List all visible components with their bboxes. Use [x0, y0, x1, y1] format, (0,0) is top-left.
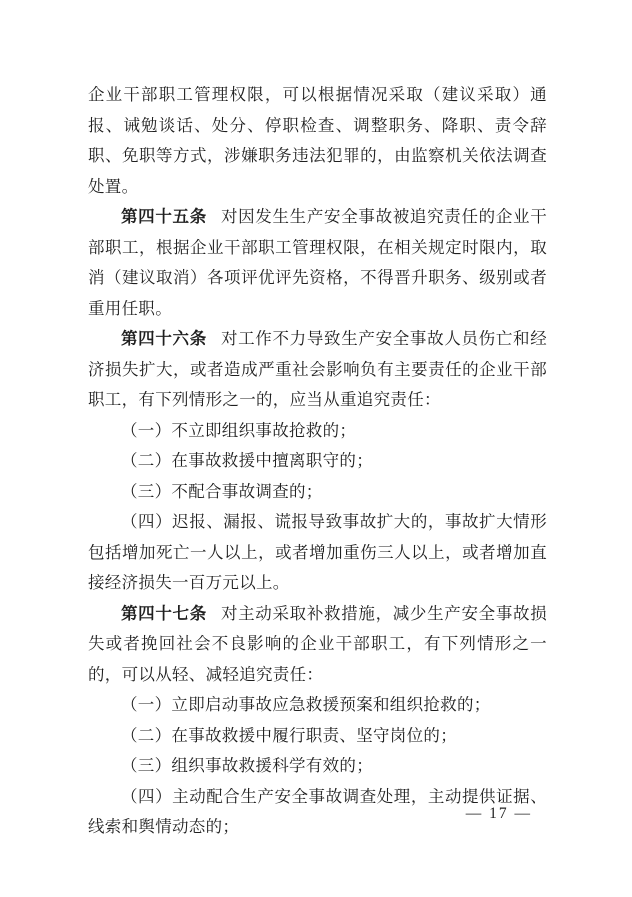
article-46-text: 对工作不力导致生产安全事故人员伤亡和经济损失扩大，或者造成严重社会影响负有主要责任的企业干部职工，有下列情形之一的，应当从重追究责任： [88, 329, 548, 409]
article-47-heading: 第四十七条 [121, 603, 207, 623]
article-45-text: 对因发生生产安全事故被追究责任的企业干部职工，根据企业干部职工管理权限，在相关规定时限内，取消（建议取消）各项评优评先资格，不得晋升职务、级别或者重用任职。 [88, 207, 548, 318]
paragraph-article-46 [88, 324, 547, 416]
paragraph-article-47 [88, 599, 547, 691]
article-46-item-1: （一）不立即组织事故抢救的； [121, 420, 357, 440]
paragraph-article-45 [88, 202, 547, 324]
document-body [88, 80, 547, 843]
article-47-item-4: （四）主动配合生产安全事故调查处理，主动提供证据、线索和舆情动态的； [88, 786, 547, 836]
paragraph-continuation: 企业干部职工管理权限，可以根据情况采取（建议采取）通报、诫勉谈话、处分、停职检查、调整职务、降职、责令辞职、免职等方式，涉嫌职务违法犯罪的，由监察机关依法调查处置。 [88, 85, 547, 196]
article-46-item-2: （二）在事故救援中擅离职守的； [121, 451, 373, 470]
article-46-item-3: （三）不配合事故调查的； [121, 481, 323, 501]
article-46-heading: 第四十六条 [121, 329, 207, 348]
article-46-item-4: （四）迟报、漏报、谎报导致事故扩大的，事故扩大情形包括增加死亡一人以上，或者增加重伤三人以上，或者增加直接经济损失一百万元以上。 [88, 512, 547, 592]
page-number: — 17 — [465, 805, 532, 822]
article-47-text: 对主动采取补救措施，减少生产安全事故损失或者挽回社会不良影响的企业干部职工，有下列情形之一的，可以从轻、减轻追究责任： [88, 603, 548, 684]
article-47-item-3: （三）组织事故救援科学有效的； [121, 756, 373, 775]
article-45-heading: 第四十五条 [121, 207, 207, 226]
article-47-item-2: （二）在事故救援中履行职责、坚守岗位的； [121, 725, 457, 745]
article-47-item-1: （一）立即启动事故应急救援预案和组织抢救的； [121, 695, 491, 714]
